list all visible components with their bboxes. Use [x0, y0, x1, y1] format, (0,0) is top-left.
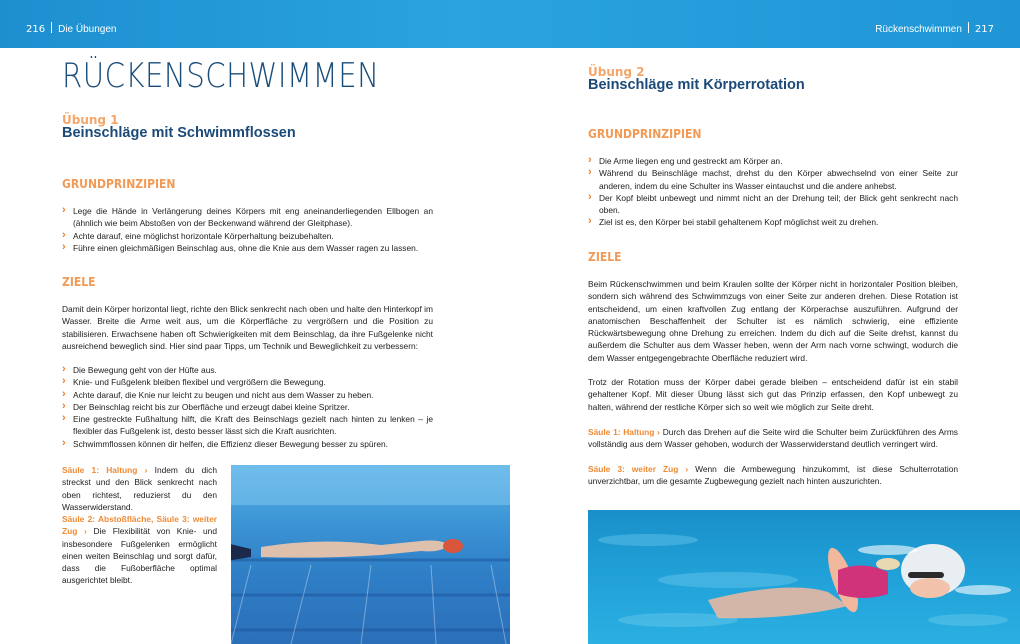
exercise2-pillar3	[588, 463, 958, 488]
pillar-text: Durch das Drehen auf die Seite wird die Schulter beim Zurückführen des Arms vollständig aus dem Wasser gehoben, wodurch der Wasserwiderstand deutlich verringert wird.	[588, 427, 958, 450]
exercise2-pillar1	[588, 426, 958, 451]
list-item: › Der Kopf bleibt unbewegt und nimmt nicht an der Drehung teil; der Blick geht senkrecht nach oben.	[588, 192, 958, 217]
exercise1-principles-heading	[62, 178, 433, 190]
pillar-text: Die Flexibilität von Knie- und insbesondere Fußgelenken ermöglicht einen weiten Beinschlag und sorgt dafür, dass die Fußoberfläche optimal ausgerichtet bleibt.	[62, 526, 217, 586]
section-heading: GRUNDPRINZIPIEN	[588, 127, 702, 141]
exercise2-label: Übung 2	[588, 65, 645, 79]
chevron-right-icon: ›	[657, 427, 660, 437]
exercise2-principles-heading	[588, 128, 958, 140]
pillar-label: Säule 1: Haltung	[62, 465, 138, 475]
pillar-label: Säule 3: weiter Zug	[588, 464, 679, 474]
list-item: › Die Arme liegen eng und gestreckt am Körper an.	[588, 155, 958, 167]
exercise1-goals-text	[62, 303, 433, 352]
page-title: RÜCKENSCHWIMMEN	[62, 56, 380, 96]
page-header-bar	[0, 0, 1020, 48]
header-left	[26, 22, 116, 35]
pillar-label: Säule 2: Abstoßfläche, Säule 3: weiter Zug	[62, 514, 217, 537]
exercise2-title: Beinschläge mit Körperrotation	[588, 77, 805, 94]
exercise2-principles	[588, 155, 958, 229]
exercise2-heading	[588, 66, 958, 92]
list-item: › Während du Beinschläge machst, drehst du den Körper abwechselnd von einer Seite zur anderen, indem du eine Schulter ins Wasser eintauchst und die andere anhebst.	[588, 167, 958, 192]
chevron-right-icon: ›	[144, 465, 148, 475]
left-section-name: Die Übungen	[58, 24, 117, 35]
paragraph: Damit dein Körper horizontal liegt, richte den Blick senkrecht nach oben und halte den Hinterkopf im Wasser. Breite die Arme weit aus, um die Körperfläche zu vergrößern und die Position zu stabilisieren. Erwachsene haben oft Schwierigkeiten mit dem Beinschlag, da ihre Fußgelenke nicht ausreichend beweglich sind. Hier sind paar Tipps, um Technik und Beweglichkeit zu verbessern:	[62, 304, 433, 351]
left-page-number: 216	[26, 24, 46, 35]
chevron-right-icon: ›	[685, 464, 689, 474]
list-item: › Achte darauf, die Knie nur leicht zu beugen und nicht aus dem Wasser zu heben.	[62, 389, 433, 401]
exercise1-label: Übung 1	[62, 113, 119, 127]
pillar-text: Wenn die Armbewegung hinzukommt, ist diese Schulterrotation unverzichtbar, um die gesamte Zugbewegung gezielt nach hinten auszurichten.	[588, 464, 959, 487]
exercise1-pillar1	[62, 464, 217, 513]
chevron-right-icon: ›	[84, 526, 87, 537]
right-page-number: 217	[974, 24, 994, 35]
list-item: › Ziel ist es, den Körper bei stabil gehaltenem Kopf möglichst weit zu drehen.	[588, 216, 958, 228]
section-heading: ZIELE	[588, 250, 622, 264]
exercise2-goals-heading	[588, 251, 958, 263]
exercise1-title: Beinschläge mit Schwimmflossen	[62, 125, 296, 142]
section-heading: GRUNDPRINZIPIEN	[62, 177, 176, 191]
list-item: › Achte darauf, eine möglichst horizontale Körperhaltung beizubehalten.	[62, 230, 433, 242]
exercise2-goals-text2	[588, 376, 958, 413]
list-item: › Knie- und Fußgelenk bleiben flexibel und vergrößern die Bewegung.	[62, 376, 433, 388]
list-item: › Lege die Hände in Verlängerung deines Körpers mit eng aneinanderliegenden Ellbogen an (ähnlich wie beim Abstoßen von der Beckenwand während der Gleitphase).	[62, 205, 433, 230]
swimmer-underwater-photo	[231, 465, 510, 644]
exercise1-heading	[62, 114, 433, 140]
list-item: › Eine gestreckte Fußhaltung hilft, die Kraft des Beinschlags gezielt nach hinten zu lenken – je flexibler das Fußgelenk ist, desto besser lässt sich die Kraft ausrichten.	[62, 413, 433, 438]
list-item: › Die Bewegung geht von der Hüfte aus.	[62, 364, 433, 376]
header-right	[875, 22, 994, 35]
paragraph: Beim Rückenschwimmen und beim Kraulen sollte der Körper nicht in horizontaler Position bleiben, sondern sich während des Schwimmzugs von einer Seite zur anderen drehen. Diese Rotation ist entscheidend, um einen kraftvollen Zug entlang der Körperachse auszuführen. Aufgrund der anatomischen Beschaffenheit der Schulter ist es nämlich schwierig, eine effiziente Rückwärtsbewegung ohne Drehung zu erreichen. Indem du dich auf die Seite drehst, kannst du außerdem die Schulter aus dem Wasser heben, wenn der Arm nach vorne schwingt, wodurch die dem Wasser entgegengebrachte Oberfläche reduziert wird.	[588, 279, 958, 363]
paragraph: Trotz der Rotation muss der Körper dabei gerade bleiben – entscheidend dafür ist ein stabil gehaltener Kopf. Mit dieser Übung lässt sich gut das Prinzip erfassen, den Kopf unbewegt zu halten, während der restliche Körper sich so weit wie möglich zur Seite dreht.	[588, 377, 958, 412]
header-separator	[968, 22, 969, 33]
list-item: › Der Beinschlag reicht bis zur Oberfläche und erzeugt dabei kleine Spritzer.	[62, 401, 433, 413]
exercise1-principles	[62, 205, 433, 254]
exercise1-goals-heading	[62, 276, 433, 288]
header-separator	[51, 22, 52, 33]
pillar-label: Säule 1: Haltung	[588, 427, 655, 437]
exercise1-pillar2	[62, 513, 217, 587]
pillar-text: Indem du dich streckst und den Blick senkrecht nach oben richtest, reduzierst du den Wasserwiderstand.	[62, 465, 218, 512]
swimmer-backstroke-photo	[588, 510, 1020, 644]
exercise2-goals-text1	[588, 278, 958, 364]
section-heading: ZIELE	[62, 275, 96, 289]
right-section-name: Rückenschwimmen	[875, 24, 962, 35]
exercise1-tips	[62, 364, 433, 450]
list-item: › Führe einen gleichmäßigen Beinschlag aus, ohne die Knie aus dem Wasser ragen zu lassen.	[62, 242, 433, 254]
list-item: › Schwimmflossen können dir helfen, die Effizienz dieser Bewegung besser zu spüren.	[62, 438, 433, 450]
